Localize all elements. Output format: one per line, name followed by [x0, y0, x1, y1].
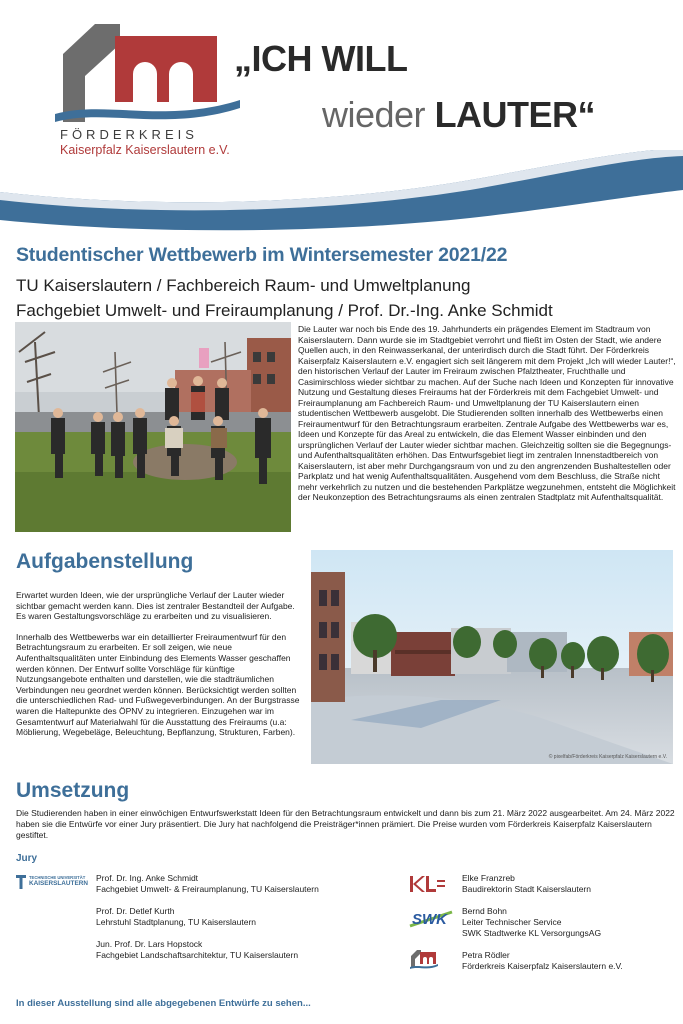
jury-member-role-2: SWK Stadtwerke KL VersorgungsAG: [462, 928, 602, 938]
jury-member: [462, 906, 601, 939]
jury-member-name: Elke Franzreb: [462, 873, 515, 883]
stadt-kaiserslautern-logo-icon: [410, 874, 446, 894]
subtitle-line2: Fachgebiet Umwelt- und Freiraumplanung / Prof. Dr.-Ing. Anke Schmidt: [16, 301, 553, 320]
jury-heading: Jury: [16, 853, 38, 864]
logo-org-line2: Kaiserpfalz Kaiserslautern e.V.: [60, 143, 230, 157]
headline-block: [16, 244, 676, 323]
poster-title: [234, 38, 595, 136]
competition-title: Studentischer Wettbewerb im Wintersemester 2021/22: [16, 244, 508, 266]
intro-text: Die Lauter war noch bis Ende des 19. Jahrhunderts ein prägendes Element im Stadtraum von Kaiserslautern. Dann wurde sie im Stadtgebiet verrohrt und fließt im Osten der Stadt, wie andere Quellen auch, in den Reinwasserkanal, der unterirdisch durch die Stadt führt. Der Förderkreis Kaiserpfalz Kaiserslautern e.V. engagiert sich seit längerem mit dem Projekt „Ich will wieder Lauter!“, den historischen Verlauf der Lauter im Freiraum zwischen Pfalztheater, Fruchthalle und Casimirschloss wieder sichtbar zu machen. Auf der Suche nach Ideen und Konzepten für innovative Nutzung und Gestaltung dieses Freiraums hat der Förderkreis mit dem Fachgebiet Umwelt- und Freiraumplanung am Fachbereich Raum- und Umweltplanung der TU Kaiserslautern einen studentischen Wettbewerb ausgelobt. Die Studierenden sollten innerhalb des Wettbewerbs einen Freiraumentwurf für den Betrachtungsraum erarbeiten. Zentrale Aufgabe des Wettbewerbs war es, Ideen und Konzepte für das Areal zu entwickeln, die das Element Wasser einbinden und den ursprünglichen Verlauf der Lauter wieder sichtbar machen. Gleichzeitig sollten sie die Begegnungs- und Aufenthaltsqualitäten erhöhen. Das Entwurfsgebiet liegt im zentralen Innenstadtbereich von Kaiserslautern, ist aber mehr Durchgangsraum von und zu den angrenzenden Bushaltestellen oder Parkplatz und hat wenig Aufenthaltsqualitäten. Ausgehend vom dem Beschluss, die Straße nicht mehr verkehrlich zu nutzen und die bestehenden Parkplätze wegzunehmen, entsteht die Möglichkeit der Neukonzeption des Betrachtungsraums als einen zentralen Stadtplatz mit Aufenthaltsqualität.: [298, 324, 676, 502]
jury-member-name: Prof. Dr. Ing. Anke Schmidt: [96, 873, 199, 883]
umsetzung-heading: Umsetzung: [16, 779, 130, 802]
jury-member-role: Leiter Technischer Service: [462, 917, 562, 927]
jury-member-name: Prof. Dr. Detlef Kurth: [96, 906, 175, 916]
aufgabe-paragraph-2: Innerhalb des Wettbewerbs war ein detaillierter Freiraumentwurf für den Betrachtungsraum zu erarbeiten. Er soll zeigen, wie neue Aufenthaltsqualitäten unter Einbindung des Elements Wasser geschaffen werden können. Der Entwurf sollte Vorschläge für künftige Nutzungsangebote enthalten und darstellen, wie die stadträumlichen Verbindungen neu geordnet werden können. Berücksichtigt werden sollten die unterschiedlichen Rad- und Fußwegeverbindungen. An der Burgstrasse waren die Haltepunkte des ÖPNV zu integrieren. Einzugehen war im Gesamtentwurf auf Materialwahl für die Ausstattung des Freiraums (u.a: Möblierung, Wegebeläge, Beleuchtung, Bepflanzung, Strukturen, Farben).: [16, 631, 300, 738]
jury-member: [462, 950, 623, 972]
logo-org-line1: FÖRDERKREIS: [60, 127, 198, 142]
jury-member-role: Baudirektorin Stadt Kaiserslautern: [462, 884, 591, 894]
title-line2: [322, 94, 595, 136]
jury-member-role: Fachgebiet Umwelt- & Freiraumplanung, TU Kaiserslautern: [96, 884, 319, 894]
rendering-copyright: © pixelfab/Förderkreis Kaiserpfalz Kaiserslautern e.V.: [548, 754, 667, 760]
title-line2-bold: LAUTER“: [434, 94, 596, 135]
jury-member-role: Förderkreis Kaiserpfalz Kaiserslautern e.V.: [462, 961, 623, 971]
jury-member-role: Lehrstuhl Stadtplanung, TU Kaiserslautern: [96, 917, 257, 927]
jury-member: [96, 939, 298, 961]
jury-member: [96, 906, 256, 928]
design-rendering-image: [311, 550, 673, 764]
exhibition-note: In dieser Ausstellung sind alle abgegebenen Entwürfe zu sehen...: [16, 998, 311, 1009]
title-line2-normal: wieder: [322, 94, 435, 135]
umsetzung-text: Die Studierenden haben in einer einwöchigen Entwurfswerkstatt Ideen für den Betrachtungsraum entwickelt und dann bis zum 21. März 2022 ausgearbeitet. Am 24. März 2022 haben sie die Entwürfe vor einer Jury präsentiert. Die Jury hat nachfolgend die Preisträger*innen prämiert. Die Preise wurden vom Förderkreis Kaiserpfalz Kaiserslautern gestiftet.: [16, 808, 675, 840]
aufgabe-paragraph-1: Erwartet wurden Ideen, wie der ursprüngliche Verlauf der Lauter wieder sichtbar gemacht werden kann. Dies ist zentraler Bestandteil der Aufgabe. Es waren Gestaltungsvorschläge zu erarbeiten und zu visualisieren.: [16, 590, 295, 622]
tu-kaiserslautern-logo: [16, 874, 92, 890]
jury-member: [462, 873, 591, 895]
jury-member-name: Jun. Prof. Dr. Lars Hopstock: [96, 939, 203, 949]
aufgabe-heading: Aufgabenstellung: [16, 550, 194, 573]
swk-logo-icon: [408, 908, 454, 930]
tu-logo-icon: [16, 875, 26, 889]
aufgabe-text: [16, 590, 304, 748]
jury-member-name: Petra Rödler: [462, 950, 510, 960]
jury-member-name: Bernd Bohn: [462, 906, 507, 916]
design-rendering: [311, 550, 673, 764]
subtitle-line1: TU Kaiserslautern / Fachbereich Raum- und Umweltplanung: [16, 276, 471, 295]
kaiserpfalz-logo-icon: [55, 14, 240, 124]
tu-logo-line1: TECHNISCHE UNIVERSITÄT: [29, 875, 86, 880]
title-line1: „ICH WILL: [234, 38, 408, 79]
poster-header: [0, 0, 683, 235]
jury-member-role: Fachgebiet Landschaftsarchitektur, TU Kaiserslautern: [96, 950, 299, 960]
tu-logo-line2: KAISERSLAUTERN: [29, 880, 88, 887]
foerderkreis-small-logo-icon: [410, 948, 438, 970]
jury-member: [96, 873, 319, 895]
group-photo-image: [15, 322, 291, 532]
header-wave: [0, 150, 683, 235]
svg-text:SWK: SWK: [412, 911, 447, 928]
group-photo: [15, 322, 291, 532]
